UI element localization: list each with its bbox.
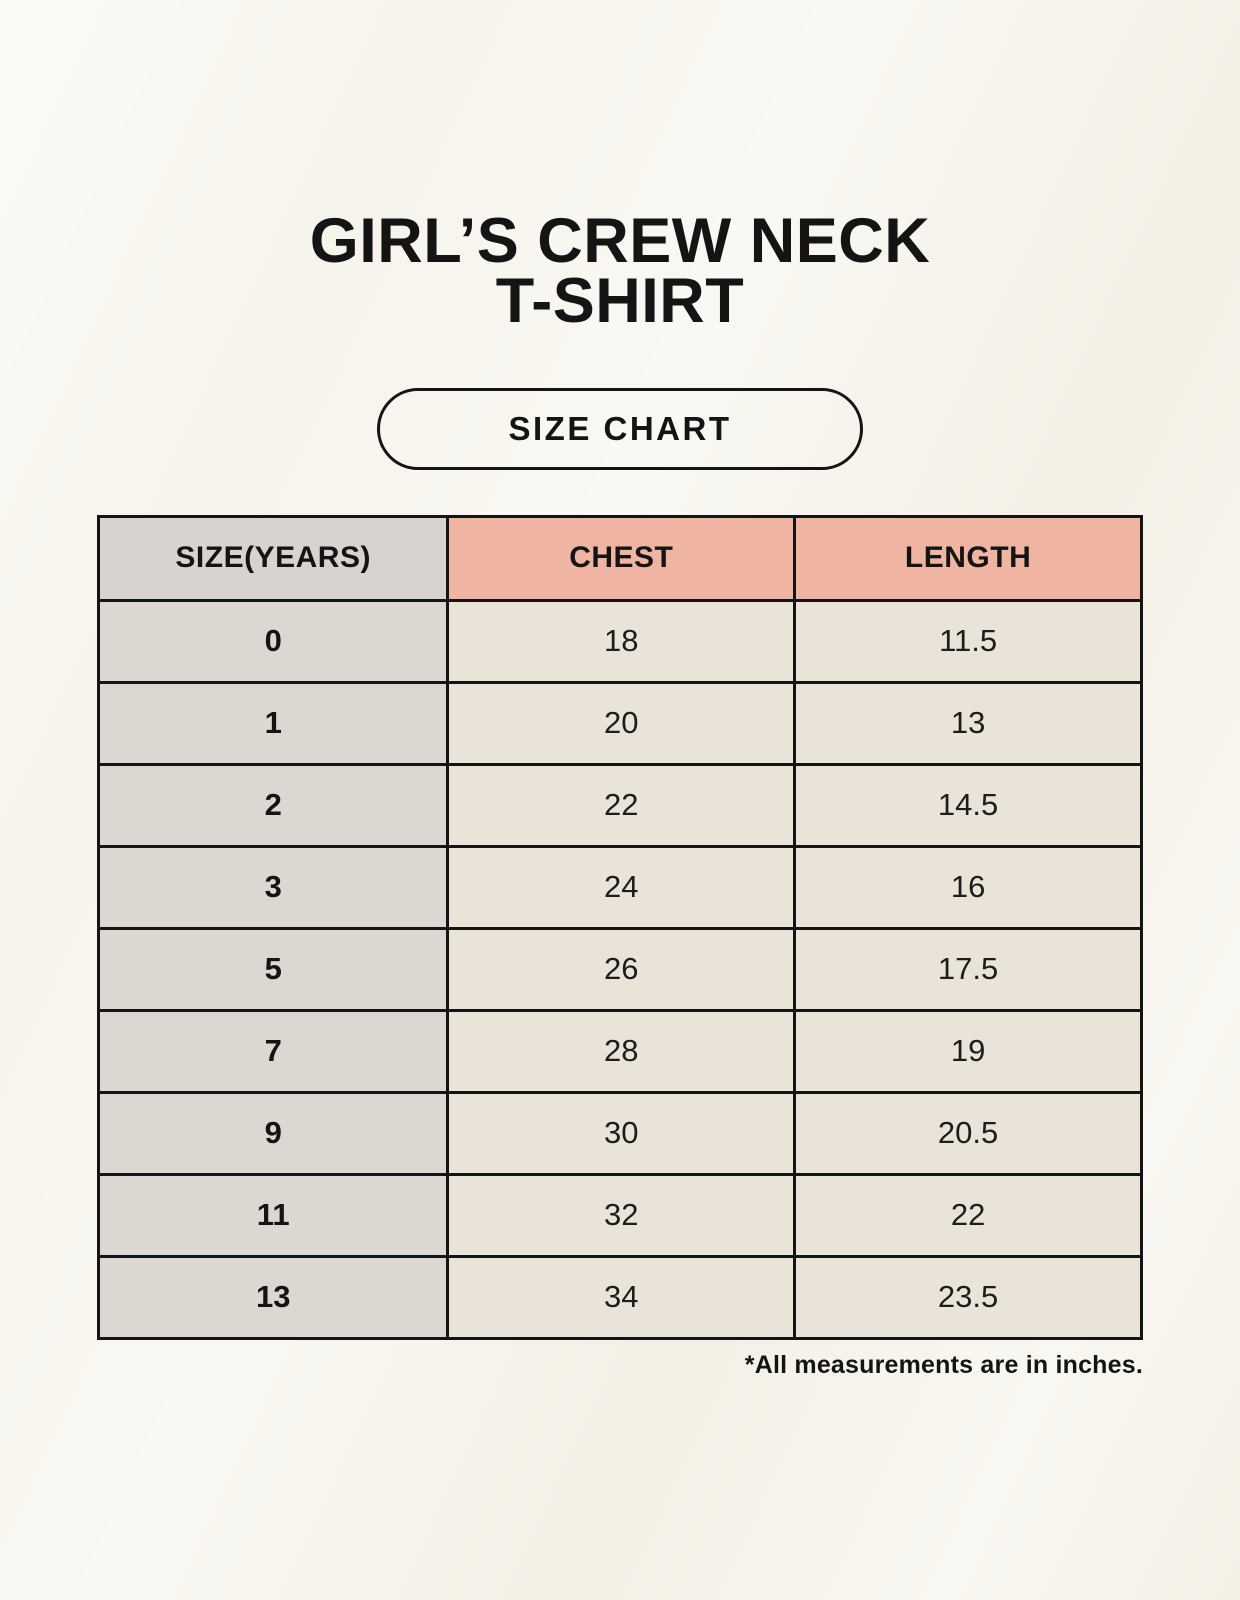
size-cell: 7 [99, 1010, 448, 1092]
table-row [99, 600, 1142, 682]
column-header-length: LENGTH [795, 516, 1142, 600]
chest-cell: 26 [448, 928, 795, 1010]
size-cell: 5 [99, 928, 448, 1010]
chest-cell: 32 [448, 1174, 795, 1256]
size-table-body [99, 600, 1142, 1338]
chest-cell: 30 [448, 1092, 795, 1174]
length-cell: 17.5 [795, 928, 1142, 1010]
length-cell: 16 [795, 846, 1142, 928]
size-cell: 9 [99, 1092, 448, 1174]
table-row [99, 682, 1142, 764]
page-title [0, 206, 1240, 336]
chest-cell: 18 [448, 600, 795, 682]
table-row [99, 764, 1142, 846]
size-chart-badge-label: SIZE CHART [508, 409, 732, 447]
chest-cell: 34 [448, 1256, 795, 1338]
size-cell: 1 [99, 682, 448, 764]
table-row [99, 1174, 1142, 1256]
size-cell: 3 [99, 846, 448, 928]
size-chart-badge [377, 388, 863, 470]
table-header-row [99, 516, 1142, 600]
table-row [99, 846, 1142, 928]
length-cell: 22 [795, 1174, 1142, 1256]
page-title-line2: T-SHIRT [495, 265, 745, 336]
chest-cell: 24 [448, 846, 795, 928]
column-header-size-years: SIZE(YEARS) [99, 516, 448, 600]
length-cell: 14.5 [795, 764, 1142, 846]
length-cell: 19 [795, 1010, 1142, 1092]
size-cell: 0 [99, 600, 448, 682]
length-cell: 13 [795, 682, 1142, 764]
page-title-line1: GIRL’S CREW NECK [309, 206, 931, 276]
length-cell: 11.5 [795, 600, 1142, 682]
column-header-chest: CHEST [448, 516, 795, 600]
size-cell: 11 [99, 1174, 448, 1256]
table-row [99, 1256, 1142, 1338]
chest-cell: 22 [448, 764, 795, 846]
table-row [99, 928, 1142, 1010]
table-row [99, 1092, 1142, 1174]
length-cell: 23.5 [795, 1256, 1142, 1338]
chest-cell: 28 [448, 1010, 795, 1092]
measurements-footnote: *All measurements are in inches. [744, 1350, 1143, 1379]
table-row [99, 1010, 1142, 1092]
length-cell: 20.5 [795, 1092, 1142, 1174]
size-table [97, 515, 1143, 1340]
size-cell: 13 [99, 1256, 448, 1338]
chest-cell: 20 [448, 682, 795, 764]
size-cell: 2 [99, 764, 448, 846]
